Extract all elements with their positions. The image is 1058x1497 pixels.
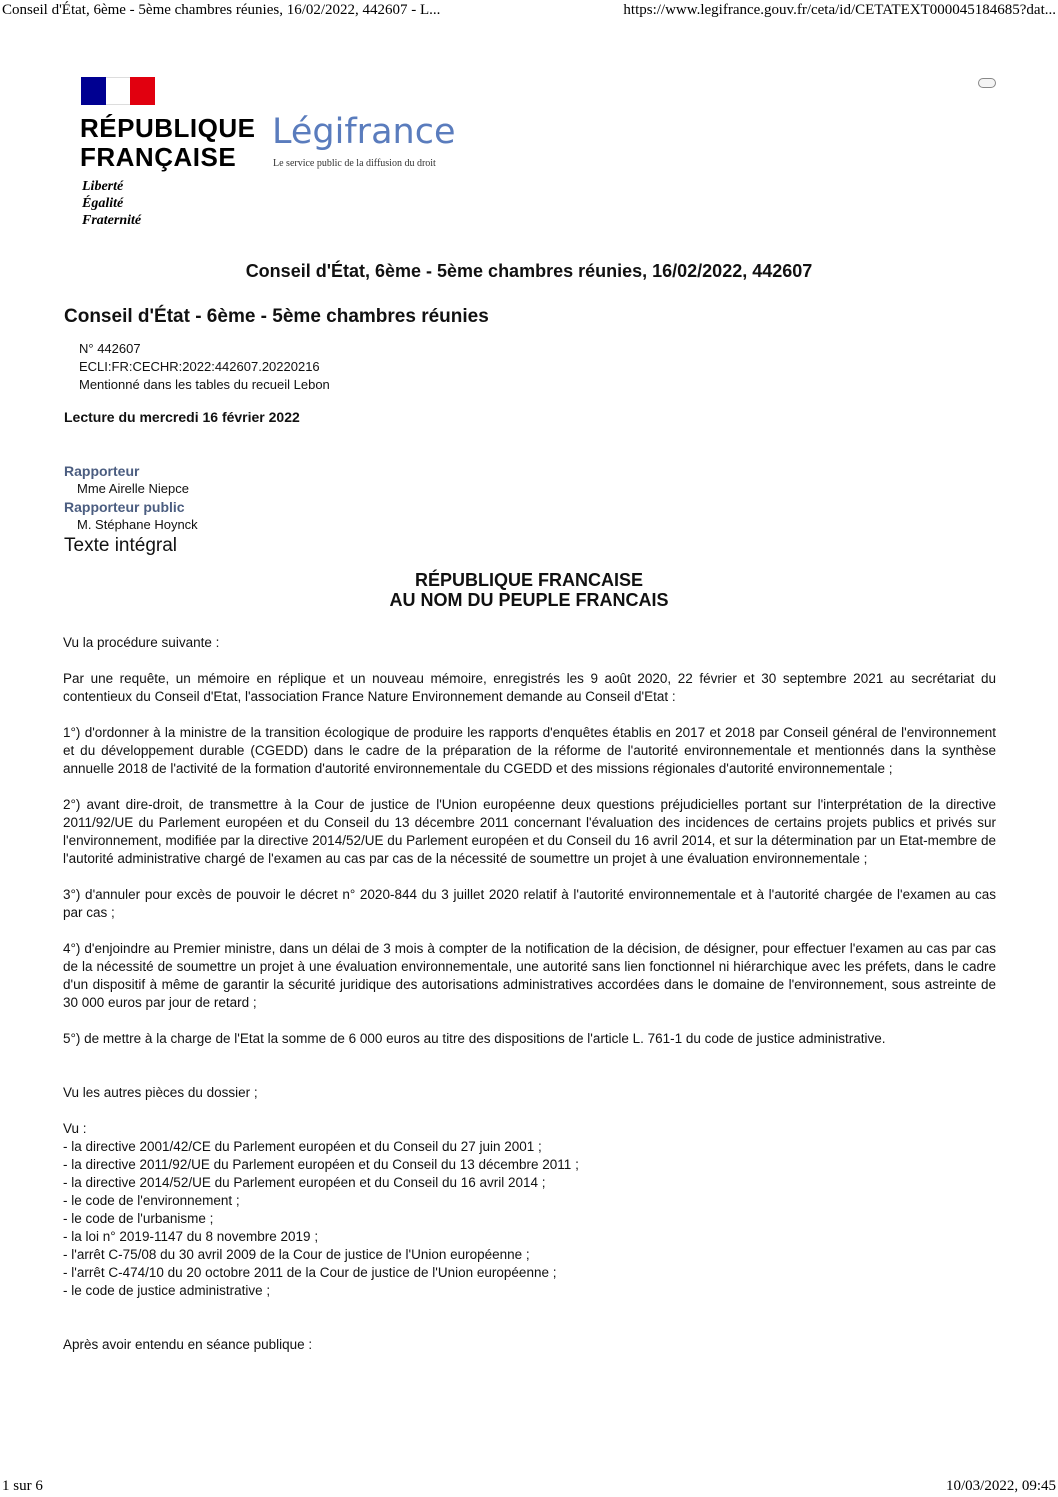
list-item: - la directive 2001/42/CE du Parlement européen et du Conseil du 27 juin 2001 ; xyxy=(63,1139,542,1154)
print-header-title: Conseil d'État, 6ème - 5ème chambres réunies, 16/02/2022, 442607 - L... xyxy=(2,2,441,18)
motto xyxy=(82,178,141,229)
ecli-identifier: ECLI:FR:CECHR:2022:442607.20220216 xyxy=(79,359,320,374)
lecture-date: Lecture du mercredi 16 février 2022 xyxy=(64,409,300,425)
document-heading: RÉPUBLIQUE FRANCAISE AU NOM DU PEUPLE FRANCAIS xyxy=(389,570,669,610)
print-header-url: https://www.legifrance.gouv.fr/ceta/id/CETATEXT000045184685?dat... xyxy=(623,2,1056,18)
page-counter: 1 sur 6 xyxy=(2,1478,43,1494)
decision-metadata xyxy=(79,340,330,394)
list-item: - la directive 2014/52/UE du Parlement européen et du Conseil du 16 avril 2014 ; xyxy=(63,1175,546,1190)
legifrance-tagline: Le service public de la diffusion du droit xyxy=(273,158,436,169)
print-header xyxy=(0,2,1058,20)
paragraph: Par une requête, un mémoire en réplique et un nouveau mémoire, enregistrés les 9 août 2020, 22 février et 30 septembre 2021 au secrétariat du contentieux du Conseil d'Etat, l'association France Nature Environnement demande au Conseil d'Etat : xyxy=(63,671,996,704)
site-logo[interactable] xyxy=(80,76,480,236)
republique-francaise-wordmark: RÉPUBLIQUE FRANÇAISE xyxy=(80,113,256,172)
paragraph: Après avoir entendu en séance publique : xyxy=(63,1337,313,1352)
paragraph: 5°) de mettre à la charge de l'Etat la somme de 6 000 euros au titre des dispositions de l'article L. 761-1 du code de justice administrative. xyxy=(63,1031,886,1046)
list-item: - le code de l'environnement ; xyxy=(63,1193,240,1208)
rapporteur-public-name: M. Stéphane Hoynck xyxy=(77,517,198,532)
decision-number: N° 442607 xyxy=(79,341,141,356)
vu-label: Vu : xyxy=(63,1121,87,1136)
paragraph: 1°) d'ordonner à la ministre de la transition écologique de produire les rapports d'enquêtes établis en 2017 et 2018 par Conseil général de l'environnement et du développement durable (CGEDD) dans le cadre de la préparation de la réforme de l'autorité environnementale et mentionnés dans la synthèse annuelle 2018 de l'activité de la formation d'autorité environnementale du CGEDD et des missions régionales d'autorité environnementale ; xyxy=(63,725,996,776)
paragraph: 3°) d'annuler pour excès de pouvoir le décret n° 2020-844 du 3 juillet 2020 relatif à l'autorité environnementale et à l'autorité chargée de l'examen au cas par cas ; xyxy=(63,887,996,920)
print-footer xyxy=(0,1478,1058,1496)
page-title: Conseil d'État, 6ème - 5ème chambres réunies, 16/02/2022, 442607 xyxy=(245,261,813,281)
paragraph: Vu les autres pièces du dossier ; xyxy=(63,1085,258,1100)
decision-body xyxy=(63,634,996,1372)
paragraph: Vu la procédure suivante : xyxy=(63,635,220,650)
lebon-mention: Mentionné dans les tables du recueil Lebon xyxy=(79,377,330,392)
list-item: - la directive 2011/92/UE du Parlement européen et du Conseil du 13 décembre 2011 ; xyxy=(63,1157,579,1172)
list-item: - la loi n° 2019-1147 du 8 novembre 2019 ; xyxy=(63,1229,319,1244)
paragraph: 2°) avant dire-droit, de transmettre à la Cour de justice de l'Union européenne deux questions préjudicielles portant sur l'interprétation de la directive 2011/92/UE du Parlement européen et du Conseil du 13 décembre 2011 concernant l'évaluation des incidences de certains projets publics et privés sur l'environnement, modifiée par la directive 2014/52/UE du Parlement européen et du Conseil du 16 avril 2014, et sur la détermination par un Etat-membre de l'autorité administrative chargé de l'examen au cas par cas de la nécessité de soumettre un projet à une évaluation environnementale ; xyxy=(63,797,996,866)
motto-line: Fraternité xyxy=(82,213,142,228)
list-item: - l'arrêt C-75/08 du 30 avril 2009 de la Cour de justice de l'Union européenne ; xyxy=(63,1247,530,1262)
toggle-icon[interactable] xyxy=(978,78,996,88)
vu-list xyxy=(63,1120,996,1300)
list-item: - le code de l'urbanisme ; xyxy=(63,1211,214,1226)
rapporteur-label: Rapporteur xyxy=(64,463,140,479)
print-datetime: 10/03/2022, 09:45 xyxy=(945,1478,1056,1494)
legifrance-wordmark: Légifrance xyxy=(272,112,456,152)
list-item: - le code de justice administrative ; xyxy=(63,1283,271,1298)
marianne-flag-icon xyxy=(81,77,155,105)
list-item: - l'arrêt C-474/10 du 20 octobre 2011 de la Cour de justice de l'Union européenne ; xyxy=(63,1265,557,1280)
rapporteurs xyxy=(64,462,198,534)
motto-line: Égalité xyxy=(82,196,124,211)
paragraph: 4°) d'enjoindre au Premier ministre, dans un délai de 3 mois à compter de la notification de la décision, de désigner, pour effectuer l'examen au cas par cas de la nécessité de soumettre un projet à une évaluation environnementale, une autorité sans lien fonctionnel ni hiérarchique avec les préfets, dans le cadre d'un dispositif à même de garantir la sécurité juridique des autorisations administratives accordées dans le domaine de l'environnement, sous astreinte de 30 000 euros par jour de retard ; xyxy=(63,941,996,1010)
rapporteur-public-label: Rapporteur public xyxy=(64,499,185,515)
motto-line: Liberté xyxy=(82,179,124,194)
rapporteur-name: Mme Airelle Niepce xyxy=(77,481,189,496)
jurisdiction-heading: Conseil d'État - 6ème - 5ème chambres réunies xyxy=(64,306,489,327)
texte-integral-heading: Texte intégral xyxy=(64,535,178,556)
